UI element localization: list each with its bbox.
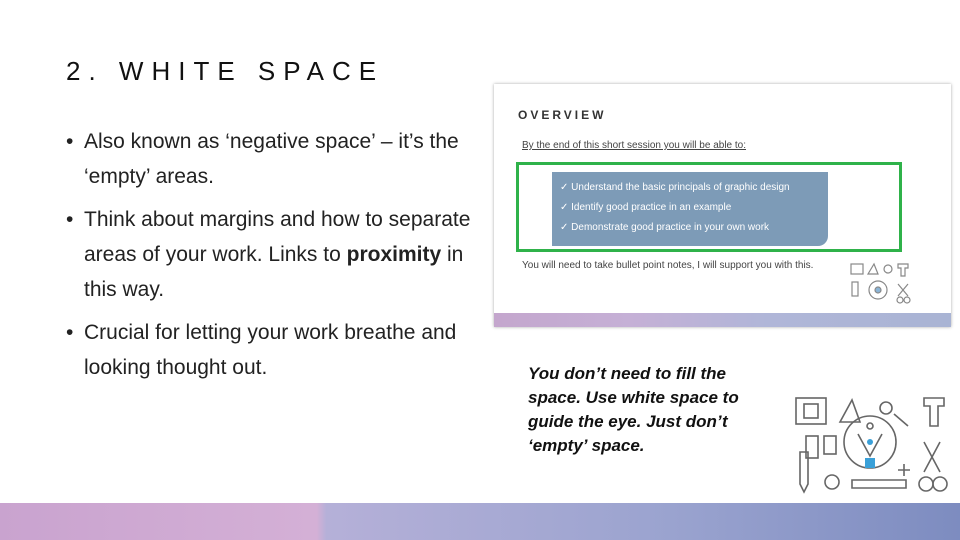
slide-footer-bar xyxy=(0,503,960,540)
bullet-text-before: Think about margins and how to separate areas of your work. Links to xyxy=(84,208,471,266)
screenshot-heading: OVERVIEW xyxy=(518,108,607,122)
example-screenshot xyxy=(494,84,951,327)
screenshot-footer-bar xyxy=(494,313,951,327)
objective-item: ✓ Demonstrate good practice in your own work xyxy=(560,222,770,233)
bullet-list xyxy=(66,124,476,393)
bullet-text: Crucial for letting your work breathe and looking thought out. xyxy=(84,321,457,379)
bullet-dot: • xyxy=(66,208,74,231)
design-tools-icon xyxy=(790,392,950,496)
bullet-text: Also known as ‘negative space’ – it’s the ‘empty’ areas. xyxy=(84,130,459,188)
bullet-bold-term: proximity xyxy=(346,243,442,266)
design-tools-mini-icon xyxy=(848,260,916,308)
bullet-dot: • xyxy=(66,130,74,153)
objective-item: ✓ Identify good practice in an example xyxy=(560,202,732,213)
screenshot-note: You will need to take bullet point notes, I will support you with this. xyxy=(522,260,814,271)
bullet-item xyxy=(66,315,476,385)
bullet-text-after: in this way. xyxy=(84,243,464,301)
highlight-box xyxy=(516,162,902,252)
bullet-dot: • xyxy=(66,321,74,344)
bullet-item xyxy=(66,124,476,194)
screenshot-intro: By the end of this short session you will be able to: xyxy=(522,140,747,151)
slide-title: 2. WHITE SPACE xyxy=(66,56,385,86)
bullet-item xyxy=(66,202,476,307)
slide-caption: You don’t need to fill the space. Use white space to guide the eye. Just don’t ‘empty’ space. xyxy=(528,364,739,455)
objective-item: ✓ Understand the basic principals of graphic design xyxy=(560,182,790,193)
